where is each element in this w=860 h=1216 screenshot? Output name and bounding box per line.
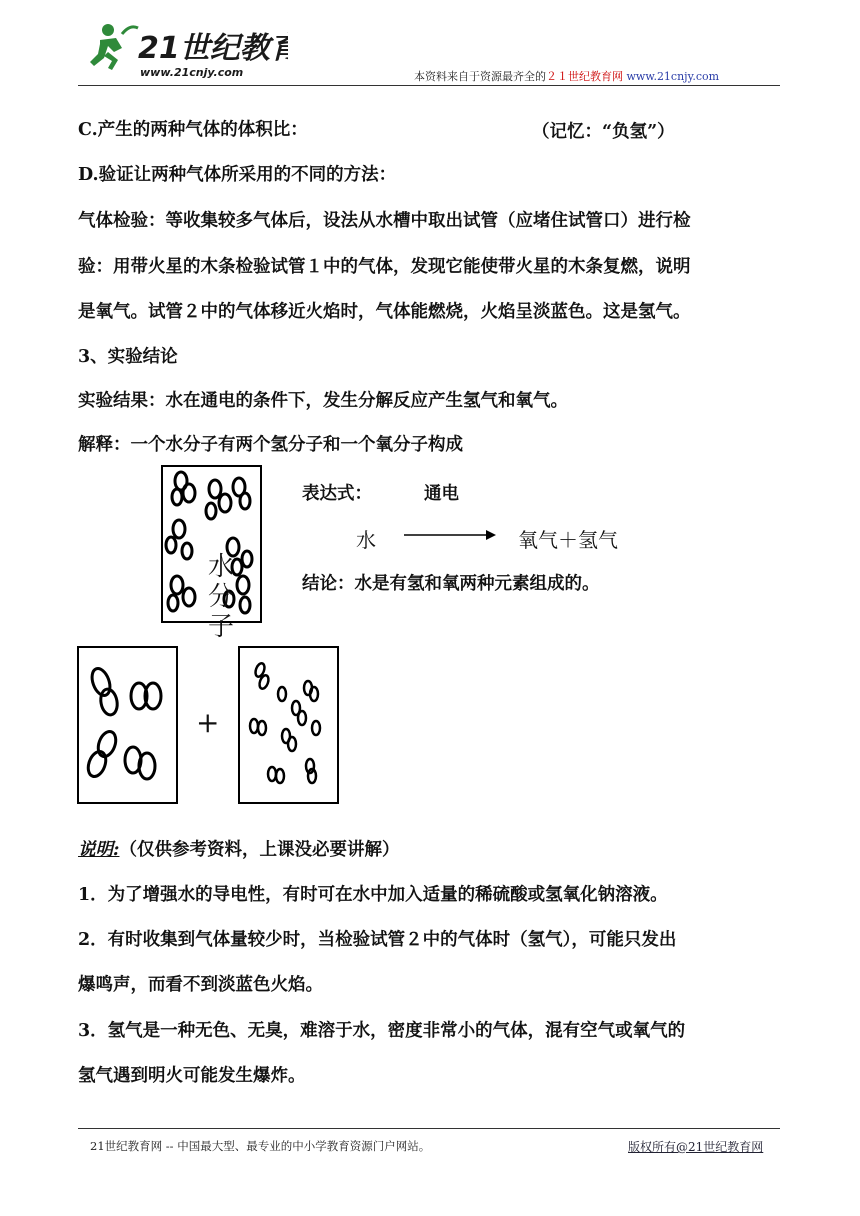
footer-site-description: 21世纪教育网 -- 中国最大型、最专业的中小学教育资源门户网站。: [90, 1139, 431, 1153]
header-source-note: 本资料来自于资源最齐全的２１世纪教育网 www.21cnjy.com: [414, 70, 720, 83]
para1-line1: 气体检验：等收集较多气体后，设法从水槽中取出试管（应堵住试管口）进行检: [78, 211, 691, 231]
svg-text:www.21cnjy.com: www.21cnjy.com: [140, 66, 244, 79]
notes-heading: 说明:（仅供参考资料，上课没必要讲解）: [78, 840, 400, 860]
reaction-arrow: [404, 527, 496, 543]
note-item-2b: 爆鸣声，而看不到淡蓝色火焰。: [78, 975, 323, 995]
hydrogen-molecules-graphic: [240, 648, 337, 802]
line-c-memory-note: （记忆：“负氢”）: [532, 122, 675, 142]
oxygen-molecules-box: [77, 646, 178, 804]
water-molecule-label: 水 分 子: [207, 552, 234, 642]
experiment-result: 实验结果：水在通电的条件下，发生分解反应产生氢气和氧气。: [78, 391, 568, 411]
line-d: D.验证让两种气体所采用的不同的方法：: [78, 165, 397, 185]
footer-divider: [78, 1128, 780, 1129]
plus-sign: +: [196, 706, 220, 739]
products: 氧气＋氢气: [518, 528, 618, 552]
note-item-1: 1．为了增强水的导电性，有时可在水中加入适量的稀硫酸或氢氧化钠溶液。: [78, 885, 668, 905]
hydrogen-molecules-box: [238, 646, 339, 804]
expression-label: 表达式：: [302, 484, 372, 504]
conclusion: 结论：水是有氢和氧两种元素组成的。: [302, 574, 600, 594]
explanation: 解释：一个水分子有两个氢分子和一个氧分子构成: [78, 435, 463, 455]
footer-copyright-link[interactable]: 版权所有@21世纪教育网: [628, 1140, 764, 1154]
oxygen-molecules-graphic: [79, 648, 176, 802]
reactant: 水: [356, 528, 376, 552]
line-c: C.产生的两种气体的体积比：: [78, 120, 308, 140]
para1-line2: 验：用带火星的木条检验试管１中的气体，发现它能使带火星的木条复燃，说明: [78, 257, 691, 277]
note-item-3a: 3．氢气是一种无色、无臭，难溶于水，密度非常小的气体，混有空气或氧气的: [78, 1021, 686, 1041]
header-divider: [78, 85, 780, 86]
note-item-2a: 2．有时收集到气体量较少时，当检验试管２中的气体时（氢气），可能只发出: [78, 930, 677, 950]
para1-line3: 是氧气。试管２中的气体移近火焰时，气体能燃烧，火焰呈淡蓝色。这是氢气。: [78, 302, 691, 322]
section-3-heading: 3、实验结论: [78, 347, 178, 367]
note-item-3b: 氢气遇到明火可能发生爆炸。: [78, 1066, 306, 1086]
reaction-condition: 通电: [424, 484, 459, 504]
svg-text:21世纪教育: 21世纪教育: [138, 31, 288, 66]
site-logo: [78, 14, 288, 84]
logo-graphic: [78, 14, 288, 84]
